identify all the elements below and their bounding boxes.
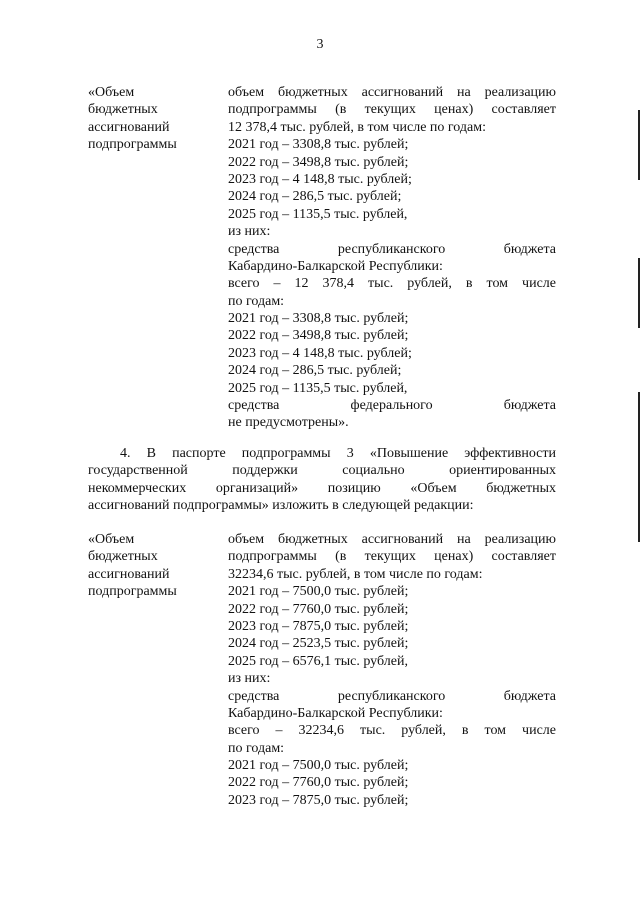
paragraph-line: государственной поддержки социально ориентированных xyxy=(88,463,556,479)
content-line: объем бюджетных ассигнований на реализацию xyxy=(228,532,556,547)
content-line: объем бюджетных ассигнований на реализацию xyxy=(228,85,556,100)
content-line: 2023 год – 4 148,8 тыс. рублей; xyxy=(228,345,412,361)
paragraph-line: некоммерческих организаций» позицию «Объем бюджетных xyxy=(88,480,556,496)
content-line: средства республиканского бюджета xyxy=(228,688,556,704)
content-line: не предусмотрены». xyxy=(228,415,349,431)
content-line: 2024 год – 286,5 тыс. рублей; xyxy=(228,189,402,205)
budget-block-2-label xyxy=(88,531,218,601)
budget-block-1-content xyxy=(228,84,556,432)
content-line: 2024 год – 286,5 тыс. рублей; xyxy=(228,363,402,379)
label-line: «Объем xyxy=(88,85,135,100)
content-line: 2021 год – 7500,0 тыс. рублей; xyxy=(228,758,409,774)
content-line: всего – 12 378,4 тыс. рублей, в том числе xyxy=(228,276,556,292)
content-line: по годам: xyxy=(228,293,285,309)
content-line: 2021 год – 3308,8 тыс. рублей; xyxy=(228,137,409,153)
content-line: 2022 год – 7760,0 тыс. рублей; xyxy=(228,775,409,791)
content-line: 2023 год – 4 148,8 тыс. рублей; xyxy=(228,171,412,187)
content-line: 2023 год – 7875,0 тыс. рублей; xyxy=(228,618,409,634)
content-line: 2021 год – 7500,0 тыс. рублей; xyxy=(228,584,409,600)
content-line: 2025 год – 1135,5 тыс. рублей, xyxy=(228,206,408,222)
content-line: 2022 год – 3498,8 тыс. рублей; xyxy=(228,154,409,170)
content-line: 2023 год – 7875,0 тыс. рублей; xyxy=(228,792,409,808)
budget-block-2 xyxy=(88,531,556,831)
content-line: 12 378,4 тыс. рублей, в том числе по годам: xyxy=(228,119,486,135)
content-line: подпрограммы (в текущих ценах) составляет xyxy=(228,549,556,565)
content-line: Кабардино-Балкарской Республики: xyxy=(228,705,443,721)
content-line: всего – 32234,6 тыс. рублей, в том числе xyxy=(228,723,556,739)
amendment-paragraph xyxy=(88,445,556,515)
content-line: 2022 год – 3498,8 тыс. рублей; xyxy=(228,328,409,344)
page-number: 3 xyxy=(316,37,324,52)
content-line: 2022 год – 7760,0 тыс. рублей; xyxy=(228,601,409,617)
paragraph-line: ассигнований подпрограммы» изложить в следующей редакции: xyxy=(88,498,474,514)
content-line: 2021 год – 3308,8 тыс. рублей; xyxy=(228,311,409,327)
paragraph-line: 4. В паспорте подпрограммы 3 «Повышение эффективности xyxy=(120,446,556,461)
label-line: ассигнований xyxy=(88,566,170,582)
content-line: подпрограммы (в текущих ценах) составляет xyxy=(228,102,556,118)
budget-block-1 xyxy=(88,84,556,434)
content-line: 2024 год – 2523,5 тыс. рублей; xyxy=(228,636,409,652)
content-line: средства федерального бюджета xyxy=(228,398,556,414)
content-line: 32234,6 тыс. рублей, в том числе по годам: xyxy=(228,566,483,582)
content-line: средства республиканского бюджета xyxy=(228,241,556,257)
label-line: подпрограммы xyxy=(88,584,177,600)
content-line: 2025 год – 6576,1 тыс. рублей, xyxy=(228,653,408,669)
content-line: Кабардино-Балкарской Республики: xyxy=(228,258,443,274)
budget-block-1-label xyxy=(88,84,218,154)
budget-block-2-content xyxy=(228,531,556,809)
label-line: бюджетных xyxy=(88,549,158,565)
label-line: ассигнований xyxy=(88,119,170,135)
label-line: подпрограммы xyxy=(88,137,177,153)
content-line: из них: xyxy=(228,224,271,240)
content-line: из них: xyxy=(228,671,271,687)
content-line: по годам: xyxy=(228,740,285,756)
label-line: «Объем xyxy=(88,532,135,547)
content-line: 2025 год – 1135,5 тыс. рублей, xyxy=(228,380,408,396)
label-line: бюджетных xyxy=(88,102,158,118)
